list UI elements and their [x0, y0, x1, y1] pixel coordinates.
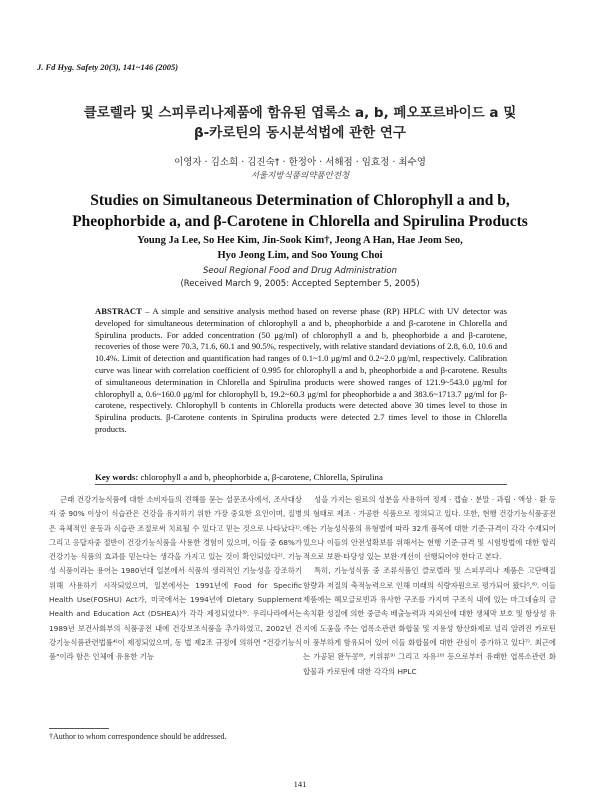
english-affiliation: Seoul Regional Food and Drug Administration — [203, 266, 397, 276]
keywords-text: chlorophyll a and b, pheophorbide a, β-carotene, Chlorella, Spirulina — [138, 472, 383, 482]
section-divider — [95, 484, 507, 485]
received-dates: (Received March 9, 2005: Accepted September 5, 2005) — [180, 279, 420, 289]
english-authors — [60, 234, 540, 263]
page-number: 141 — [293, 779, 307, 789]
korean-title-line-2: β-카로틴의 동시분석법에 관한 연구 — [194, 125, 406, 141]
korean-title — [40, 103, 560, 143]
correspondence-footnote: †Author to whom correspondence should be addressed. — [49, 732, 227, 741]
abstract — [95, 306, 507, 436]
abstract-text: – A simple and sensitive analysis method based on reverse phase (RP) HPLC with UV detector was developed for simultaneous determination of chlorophyll a and b, pheophorbide a and β-carotene in Chlorella and Spirulina products. For added concentration (50 μg/ml) of chlorophyll a and b, pheophorbide a and β-carotene, recoveries of those were 70.3, 71.6, 60.1 and 90.5%, respectively, with relative standard deviations of 2.8, 6.0, 10.6 and 10.4%. Limit of detection and quantification had ranges of 0.1~1.0 μg/ml and 0.2~2.0 μg/ml, respectively. Calibration curve was linear with correlation coefficient of 0.995 for chlorophyll a and b, pheophorbide a and β-carotene. Results of simultaneous determination in Chlorella and Spirulina products were showed ranges of 121.9~543.0 μg/ml for chlorophyll a, 0.6~160.0 μg/ml for chlorophyll b, 19.2~60.3 μg/ml for pheophorbide a and 383.6~1713.7 μg/ml for β-carotene, respectively. Chlorophyll b contents in Chlorella products were detected above 30 times level to those in Spirulina products. β-Carotene contents in Spirulina products were detected 2.7 times level to those in Chlorella products. — [95, 306, 507, 434]
journal-citation: J. Fd Hyg. Safety 20(3), 141~146 (2005) — [37, 62, 179, 72]
english-authors-line-2: Hyo Jeong Lim, and Soo Young Choi — [217, 249, 383, 261]
footnote-divider — [49, 728, 109, 729]
english-title-line-2: Pheophorbide a, and β-Carotene in Chlorella and Spirulina Products — [72, 213, 528, 230]
body-column-right — [303, 493, 556, 679]
body-paragraph: 근래 건강기능식품에 대한 소비자들의 견해를 묻는 설문조사에서, 조사대상자 중 90% 이상이 식습관은 건강을 유지하기 위한 가장 중요한 요인이며, 질병은 육체적인 운동과 식습관 조절로써 치료될 수 있다고 믿는 것으로 나타났다¹⁾. 그리고 응답자중 절반이 건강기능식품을 사용한 경험이 있으며, 이들 중 68%가 건강기능 식품의 효과를 믿는다는 생각을 가지고 있는 것이 확인되었다²⁾. 기능성 식품이라는 용어는 1980년대 일본에서 식품의 생리적인 기능성을 강조하기 위해 사용하기 시작되었으며, 일본에서는 1991년에 Food for Specific Health Use(FOSHU) Act가, 미국에서는 1994년에 Dietary Supplement Health and Education Act (DSHEA)가 각각 제정되었다³⁾. 우리나라에서는 1989년 보건사회부의 식품공전 내에 건강보조식품을 추가하였고, 2002년 건강기능식품관련법률⁴⁾이 제정되었으며, 동 법 제2조 규정에 의하면 "건강기능식품"이라 함은 인체에 유용한 기능 — [49, 495, 302, 662]
korean-title-line-1: 클로렐라 및 스피루리나제품에 함유된 엽록소 a, b, 페오포르바이드 a 및 — [83, 105, 517, 121]
body-paragraph: 성을 가지는 원료의 성분을 사용하여 정제 · 캡슐 · 분말 · 과립 · 액상 · 환 등의 형태로 제조 · 가공한 식품으로 정의되고 있다. 또한, 현행 건강기능식품공전에는 기능성식품의 유형별에 따라 32개 품목에 대한 기준·규격이 각각 수재되어 있으나 이들의 안전성확보를 위해서는 현행 기준·규격 및 시험방법에 대한 합리적으로 보완·타당성 있는 보완·개선이 선행되어야 한다고 본다. — [303, 495, 556, 562]
keywords-label: Key words: — [95, 472, 139, 482]
abstract-label: ABSTRACT — [95, 306, 142, 316]
english-title-line-1: Studies on Simultaneous Determination of Chlorophyll a and b, — [90, 192, 510, 209]
korean-authors: 이영자 · 김소희 · 김진숙† · 한정아 · 서해점 · 임효정 · 최수영 — [174, 157, 426, 168]
english-title — [50, 190, 550, 232]
body-paragraph: 특히, 기능성식품 중 조류식품인 클로렐라 및 스피루리나 제품은 고단백질 함량과 저질의 축적능력으로 인해 미래의 식량자원으로 평가되어 왔다⁵,⁶⁾. 이들 제품에는 헤모글로빈과 유사한 구조를 가지며 구조식 내에 있는 마그네슘의 금속치환 성질에 의한 중금속 배출능력과 자외선에 대한 생체막 보호 및 항상성 유지에 도움을 주는 엽록소관련 화합물 및 지용성 항산화제로 널리 알려진 카로틴이 풍부하게 함유되어 있어 이들 화합물에 대한 관심이 증가하고 있다⁷⁾. 최근에는 가공된 완두콩⁸⁾, 키위류⁹⁾ 그리고 자유¹⁰⁾ 등으로부터 유래한 엽록소관련 화합물과 카로틴에 대한 각각의 HPLC — [303, 566, 556, 676]
body-column-left — [49, 493, 302, 665]
keywords — [95, 472, 507, 482]
korean-affiliation: 서울지방식품의약품안전청 — [250, 171, 350, 181]
english-authors-line-1: Young Ja Lee, So Hee Kim, Jin-Sook Kim†, Jeong A Han, Hae Jeom Seo, — [137, 235, 463, 246]
